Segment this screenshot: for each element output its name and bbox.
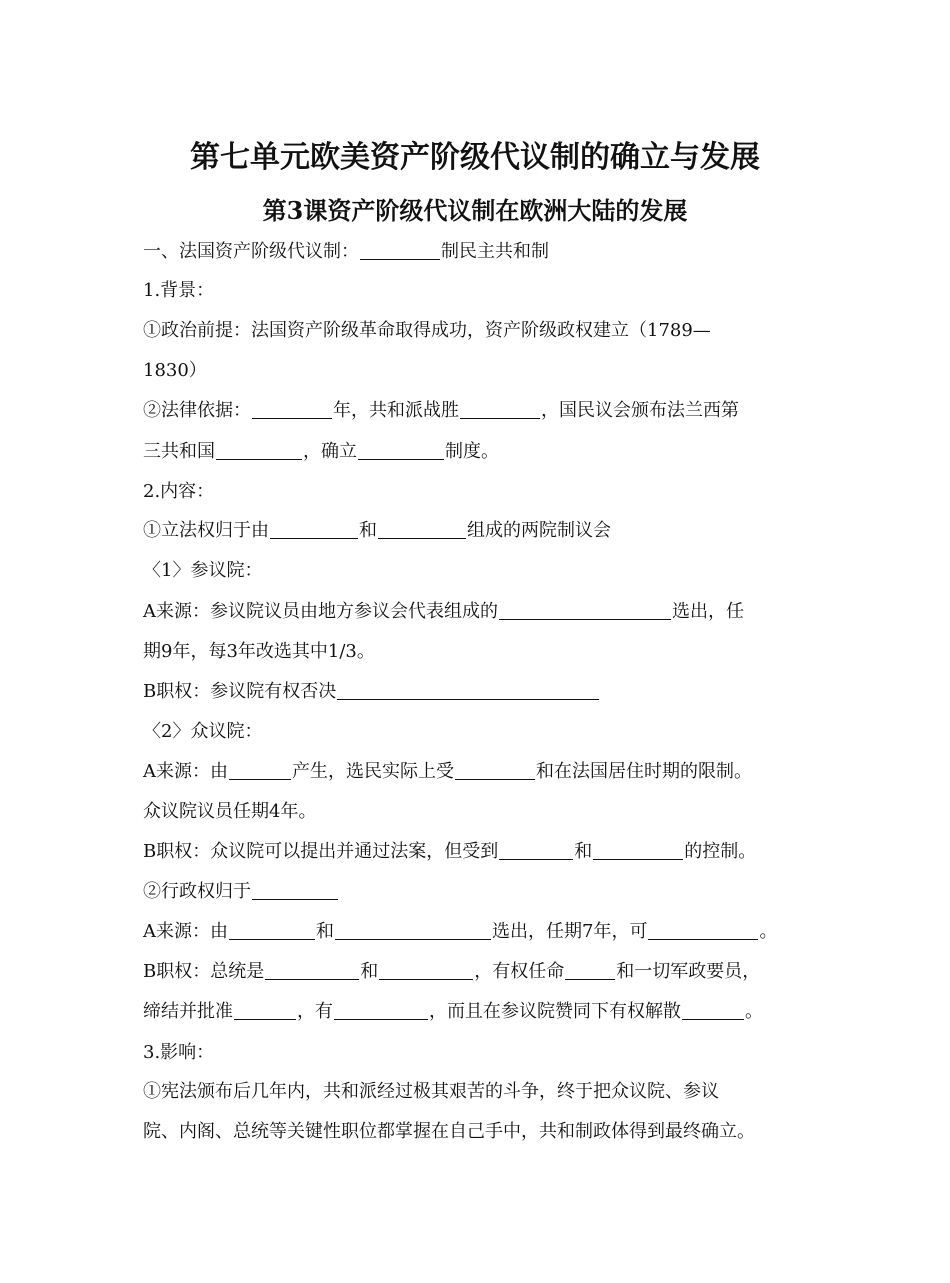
fill-blank[interactable] xyxy=(358,439,444,460)
subheading-senate: 〈1〉参议院： xyxy=(143,560,263,581)
fill-blank[interactable] xyxy=(499,839,573,860)
text-line: 期9年，每3年改选其中1/3。 xyxy=(143,641,375,662)
fill-blank[interactable] xyxy=(648,919,758,940)
text-line: A来源：由 和 选出，任期7年，可 。 xyxy=(143,921,778,942)
text-line: B职权：众议院可以提出并通过法案，但受到 和 的控制。 xyxy=(143,841,757,862)
subheading-content: 2.内容： xyxy=(143,481,215,502)
text-line: A来源：参议院议员由地方参议会代表组成的 选出，任 xyxy=(143,601,744,622)
text-line: ①立法权归于由 和 组成的两院制议会 xyxy=(143,520,611,541)
text-line: 缔结并批准 ，有 ，而且在参议院赞同下有权解散 。 xyxy=(143,1001,763,1022)
fill-blank[interactable] xyxy=(682,999,744,1020)
section-heading-french-system: 一、法国资产阶级代议制： 制民主共和制 xyxy=(143,241,549,262)
subheading-chamber-of-deputies: 〈2〉众议院： xyxy=(143,721,263,742)
fill-blank[interactable] xyxy=(460,398,540,419)
text-line: 三共和国 ，确立 制度。 xyxy=(143,441,499,462)
text-line: ①政治前提：法国资产阶级革命取得成功，资产阶级政权建立（1789— xyxy=(143,320,711,341)
text-line: B职权：总统是 和 ，有权任命 和一切军政要员， xyxy=(143,961,761,982)
fill-blank[interactable] xyxy=(252,398,332,419)
fill-blank[interactable] xyxy=(270,518,358,539)
document-title: 第七单元欧美资产阶级代议制的确立与发展 xyxy=(190,140,760,175)
text-line: A来源：由 产生，选民实际上受 和在法国居住时期的限制。 xyxy=(143,761,752,782)
fill-blank[interactable] xyxy=(334,999,428,1020)
fill-blank[interactable] xyxy=(593,839,683,860)
fill-blank[interactable] xyxy=(455,759,535,780)
subheading-background: 1.背景： xyxy=(143,280,215,301)
fill-blank[interactable] xyxy=(229,759,291,780)
fill-blank[interactable] xyxy=(360,239,440,260)
document-subtitle: 第3课资产阶级代议制在欧洲大陆的发展 xyxy=(262,196,688,225)
fill-blank[interactable] xyxy=(337,679,599,700)
text-line: ②行政权归于 xyxy=(143,877,339,907)
fill-blank[interactable] xyxy=(216,439,302,460)
fill-blank[interactable] xyxy=(234,999,296,1020)
text-line: 1830） xyxy=(143,360,207,381)
fill-blank[interactable] xyxy=(565,959,615,980)
fill-blank[interactable] xyxy=(379,959,473,980)
fill-blank[interactable] xyxy=(229,919,315,940)
text-line: 众议院议员任期4年。 xyxy=(143,801,317,822)
text-line: ①宪法颁布后几年内，共和派经过极其艰苦的斗争，终于把众议院、参议 xyxy=(143,1081,719,1102)
fill-blank[interactable] xyxy=(378,518,466,539)
text-line: B职权：参议院有权否决 xyxy=(143,677,600,707)
fill-blank[interactable] xyxy=(335,919,491,940)
text-line: ②法律依据： 年，共和派战胜 ，国民议会颁布法兰西第 xyxy=(143,400,739,421)
subheading-impact: 3.影响： xyxy=(143,1042,215,1063)
fill-blank[interactable] xyxy=(265,959,359,980)
fill-blank[interactable] xyxy=(252,879,338,900)
text-line: 院、内阁、总统等关键性职位都掌握在自己手中，共和制政体得到最终确立。 xyxy=(143,1121,755,1142)
fill-blank[interactable] xyxy=(499,599,671,620)
